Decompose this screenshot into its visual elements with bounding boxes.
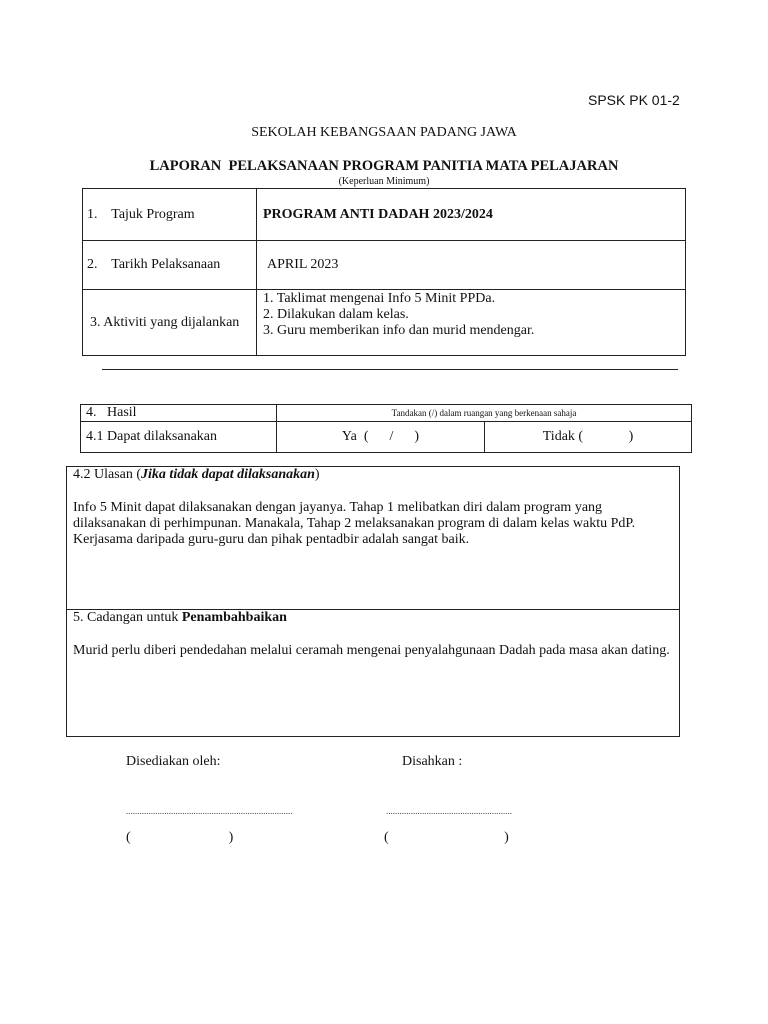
program-details-table bbox=[82, 188, 686, 356]
suggestion-box bbox=[66, 609, 680, 737]
prepared-by-label: Disediakan oleh: bbox=[126, 754, 221, 769]
review-body: Info 5 Minit dapat dilaksanakan dengan jayanya. Tahap 1 melibatkan diri dalam program yang dilaksanakan di perhimpunan. Manakala, Tahap 2 melaksanakan program di dalam kelas waktu PdP. Kerjasama daripada guru-guru dan pihak pentadbir adalah sangat baik. bbox=[73, 500, 636, 547]
program-value: PROGRAM ANTI DADAH 2023/2024 bbox=[257, 189, 686, 241]
program-row bbox=[83, 189, 686, 241]
date-row bbox=[83, 241, 686, 290]
prepared-signature-line: .......................................................................... bbox=[126, 806, 293, 816]
program-label: 1. Tajuk Program bbox=[83, 189, 257, 241]
report-subtitle: (Keperluan Minimum) bbox=[338, 176, 430, 187]
review-box bbox=[66, 466, 680, 610]
approved-signature-line: ........................................................ bbox=[386, 806, 512, 816]
date-label: 2. Tarikh Pelaksanaan bbox=[83, 241, 257, 290]
prepared-name-field: ( ) bbox=[126, 830, 234, 845]
yes-checkbox[interactable]: Ya ( / ) bbox=[277, 422, 485, 453]
result-label: 4. Hasil bbox=[81, 405, 277, 422]
activity-item: 3. Guru memberikan info dan murid mendengar. bbox=[263, 323, 535, 338]
suggestion-heading: 5. Cadangan untuk Penambahbaikan bbox=[73, 610, 287, 625]
school-name: SEKOLAH KEBANGSAAN PADANG JAWA bbox=[251, 125, 517, 140]
report-title: LAPORAN PELAKSANAAN PROGRAM PANITIA MATA PELAJARAN bbox=[149, 158, 619, 174]
result-row bbox=[81, 422, 692, 453]
review-heading: 4.2 Ulasan (Jika tidak dapat dilaksanakan) bbox=[73, 467, 320, 482]
activity-list bbox=[263, 291, 685, 339]
result-instruction: Tandakan (/) dalam ruangan yang berkenaan sahaja bbox=[277, 405, 692, 422]
date-value-text: APRIL 2023 bbox=[267, 257, 339, 272]
implemented-label: 4.1 Dapat dilaksanakan bbox=[81, 422, 277, 453]
result-header-row bbox=[81, 405, 692, 422]
suggestion-body: Murid perlu diberi pendedahan melalui ceramah mengenai penyalahgunaan Dadah pada masa akan dating. bbox=[73, 643, 670, 658]
divider-line bbox=[102, 369, 678, 370]
result-table bbox=[80, 404, 692, 453]
approved-by-label: Disahkan : bbox=[402, 754, 463, 769]
no-checkbox[interactable]: Tidak ( ) bbox=[485, 422, 692, 453]
activity-item: 2. Dilakukan dalam kelas. bbox=[263, 307, 409, 322]
date-value bbox=[257, 241, 686, 290]
activity-cell bbox=[257, 290, 686, 356]
form-code: SPSK PK 01-2 bbox=[588, 92, 680, 108]
activity-row bbox=[83, 290, 686, 356]
approved-name-field: ( ) bbox=[384, 830, 509, 845]
activity-item: 1. Taklimat mengenai Info 5 Minit PPDa. bbox=[263, 291, 496, 306]
activity-label: 3. Aktiviti yang dijalankan bbox=[83, 290, 257, 356]
